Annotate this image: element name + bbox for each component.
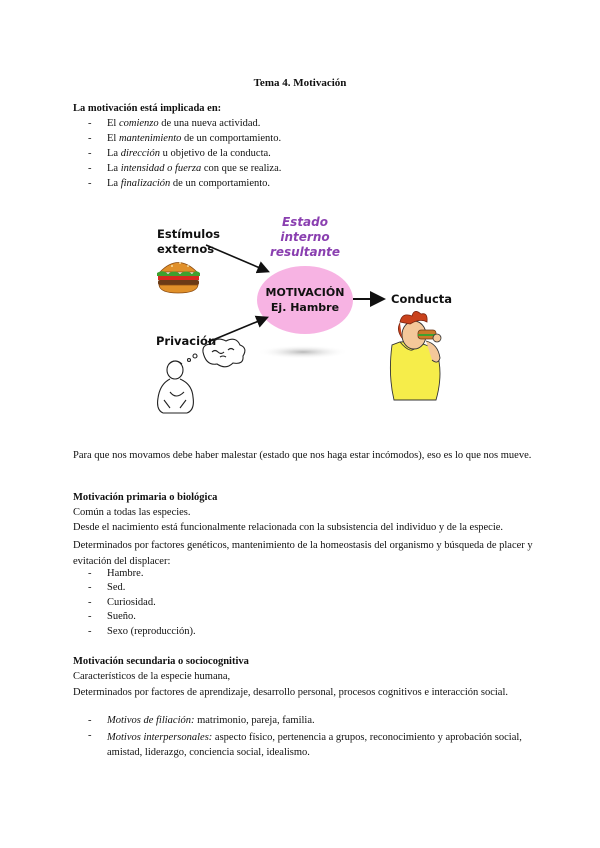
section1-heading: La motivación está implicada en: — [73, 103, 222, 114]
list-item: Motivos de filiación: matrimonio, pareja, familia. — [107, 715, 315, 726]
section3-heading: Motivación secundaria o sociocognitiva — [73, 656, 249, 667]
arrow-privacion — [208, 318, 266, 342]
motivacion-label: MOTIVACIÓN Ej. Hambre — [265, 286, 345, 314]
section2-heading: Motivación primaria o biológica — [73, 492, 218, 503]
page-title: Tema 4. Motivación — [253, 77, 347, 89]
estimulos-label-line2: externos — [157, 242, 215, 256]
paragraph-malestar: Para que nos movamos debe haber malestar (estado que nos haga estar incómodos), eso es lo que nos mueve. — [73, 450, 532, 461]
section2-line3: Determinados por factores genéticos, mantenimiento de la homeostasis del organismo y búsqueda de placer y evitación del displacer: — [73, 540, 533, 567]
estado-label: Estado interno resultante — [269, 215, 341, 259]
person-eating-icon — [390, 311, 441, 400]
hamburger-icon — [157, 262, 200, 293]
list-item: Motivos interpersonales: aspecto físico, pertenencia a grupos, reconocimiento y aprobación social, amistad, liderazgo, conciencia social, idealismo. — [107, 732, 522, 758]
section2-line2: Desde el nacimiento está funcionalmente relacionada con la subsistencia del individuo y de la especie. — [73, 522, 504, 533]
list-item: La dirección u objetivo de la conducta. — [107, 148, 271, 159]
privacion-label: Privación — [156, 334, 217, 348]
list-item: Sueño. — [107, 611, 136, 622]
list-item: Sed. — [107, 582, 126, 593]
section2-line1: Común a todas las especies. — [73, 507, 191, 518]
ellipse-shadow — [257, 345, 349, 359]
list-item: Curiosidad. — [107, 597, 156, 608]
conducta-label: Conducta — [391, 292, 453, 306]
thinking-person-icon — [158, 339, 245, 413]
list-item: La intensidad o fuerza con que se realiza. — [107, 163, 282, 174]
list-item: El comienzo de una nueva actividad. — [107, 118, 261, 129]
list-item: La finalización de un comportamiento. — [107, 178, 271, 189]
section3-line2: Determinados por factores de aprendizaje, desarrollo personal, procesos cognitivos e interacción social. — [73, 687, 509, 698]
section3-line1: Característicos de la especie humana, — [73, 671, 231, 682]
list-item: Sexo (reproducción). — [107, 626, 196, 637]
list-item: El mantenimiento de un comportamiento. — [107, 133, 282, 144]
list-item: Hambre. — [107, 568, 144, 579]
estimulos-label-line1: Estímulos — [157, 227, 220, 241]
